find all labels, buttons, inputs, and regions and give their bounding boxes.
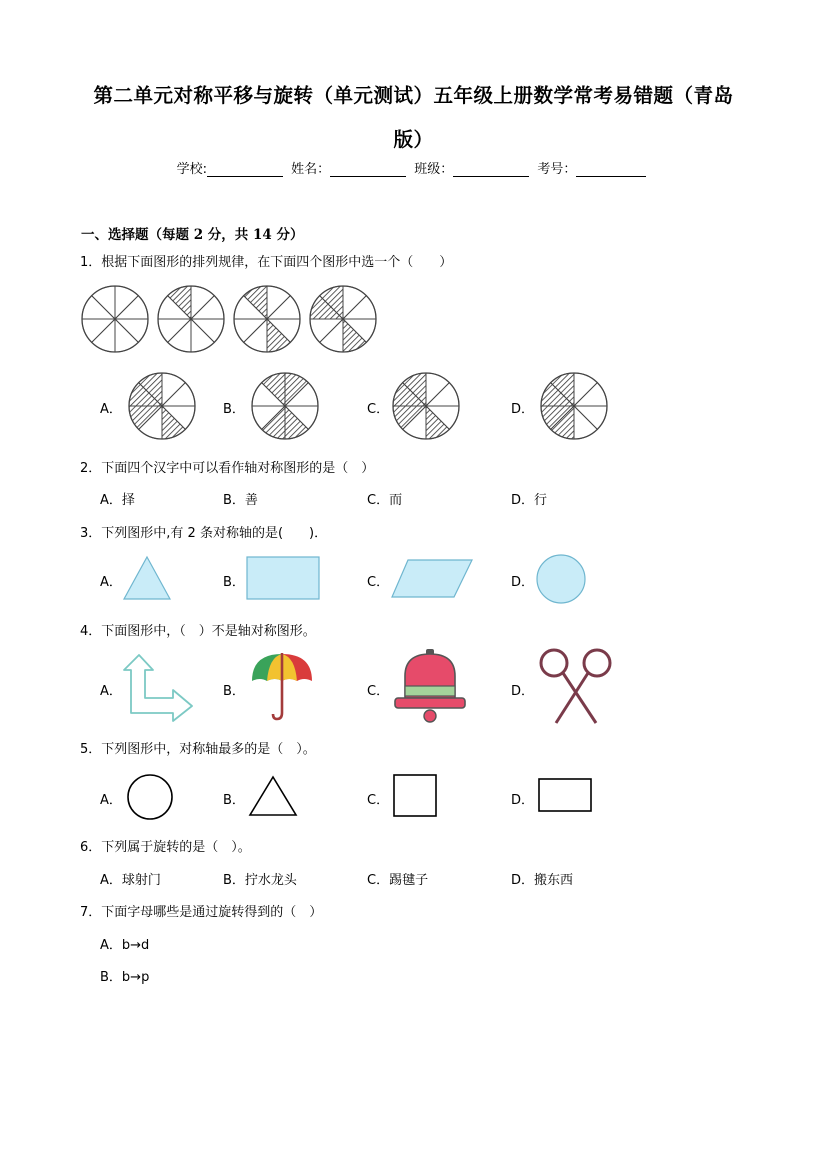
name-label: 姓名： [291,162,331,177]
q1-option-a[interactable]: A． [100,402,122,417]
sequence-circle-2 [158,286,224,352]
question-3: 3．下列图形中,有 2 条对称轴的是( )． [80,526,328,541]
q2-option-a[interactable]: A．择 [100,493,135,508]
class-field[interactable] [453,162,529,177]
q7-option-a[interactable]: A．b→d [100,938,150,953]
question-2: 2．下面四个汉字中可以看作轴对称图形的是（ ） [80,461,375,476]
q1-option-d-figure[interactable] [538,370,610,442]
q4-option-d[interactable]: D． [511,684,535,699]
bell-icon[interactable] [393,648,467,726]
q4-option-c[interactable]: C． [367,684,390,699]
q4-option-a[interactable]: A． [100,684,122,699]
q7-option-b[interactable]: B．b→p [100,970,150,985]
q1-option-a-figure[interactable] [126,370,198,442]
q4-option-b[interactable]: B． [223,684,245,699]
q1-option-c-figure[interactable] [390,370,462,442]
page-title: 第二单元对称平移与旋转（单元测试）五年级上册数学常考易错题（青岛 [93,84,734,107]
q6-option-b[interactable]: B．拧水龙头 [223,873,297,888]
q1-option-a-circle [129,373,195,439]
number-field[interactable] [576,162,646,177]
triangle-outline[interactable] [248,775,300,819]
q2-option-c[interactable]: C．而 [367,493,403,508]
circle-outline[interactable] [125,773,175,821]
pattern-sequence [78,282,388,356]
question-6: 6．下列属于旋转的是（ ）。 [80,840,251,855]
scissors-icon[interactable] [538,646,614,726]
sequence-circle-1 [82,286,148,352]
circle-shape[interactable] [535,553,587,605]
q3-option-c[interactable]: C． [367,575,390,590]
q6-option-c[interactable]: C．踢毽子 [367,873,429,888]
name-field[interactable] [330,162,406,177]
number-label: 考号： [537,162,577,177]
q1-option-c-circle [393,373,459,439]
q5-option-b[interactable]: B． [223,793,245,808]
q1-option-c[interactable]: C． [367,402,390,417]
rectangle-outline[interactable] [538,778,594,814]
q3-option-b[interactable]: B． [223,575,245,590]
sequence-circle-3 [234,286,300,352]
q5-option-c[interactable]: C． [367,793,390,808]
class-label: 班级： [414,162,454,177]
q2-option-d[interactable]: D．行 [511,493,548,508]
q6-option-a[interactable]: A．球射门 [100,873,161,888]
rectangle-shape[interactable] [246,556,322,602]
sequence-circle-4 [310,286,376,352]
section-heading: 一、选择题（每题 2 分，共 14 分） [81,227,304,243]
triangle-shape[interactable] [122,555,172,601]
question-7: 7．下面字母哪些是通过旋转得到的（ ） [80,905,323,920]
q5-option-a[interactable]: A． [100,793,122,808]
q3-option-a[interactable]: A． [100,575,122,590]
q1-option-b[interactable]: B． [223,402,245,417]
school-label: 学校: [176,162,207,177]
school-field[interactable] [207,162,283,177]
q5-option-d[interactable]: D． [511,793,535,808]
page-title-continued: 版） [393,128,434,151]
student-info [0,158,827,177]
q6-option-d[interactable]: D．搬东西 [511,873,574,888]
question-4: 4．下面图形中，（ ）不是轴对称图形。 [80,624,316,639]
q3-option-d[interactable]: D． [511,575,535,590]
q1-option-b-circle [252,373,318,439]
square-outline[interactable] [393,774,439,818]
q2-option-b[interactable]: B．善 [223,493,258,508]
question-1: 1．根据下面图形的排列规律，在下面四个图形中选一个（ ） [80,255,453,270]
q1-option-b-figure[interactable] [249,370,321,442]
q1-option-d[interactable]: D． [511,402,535,417]
q1-option-d-circle [541,373,607,439]
parallelogram-shape[interactable] [390,558,474,600]
question-5: 5．下列图形中，对称轴最多的是（ ）。 [80,742,316,757]
umbrella-icon[interactable] [249,651,315,723]
arrow-icon[interactable] [122,652,196,722]
